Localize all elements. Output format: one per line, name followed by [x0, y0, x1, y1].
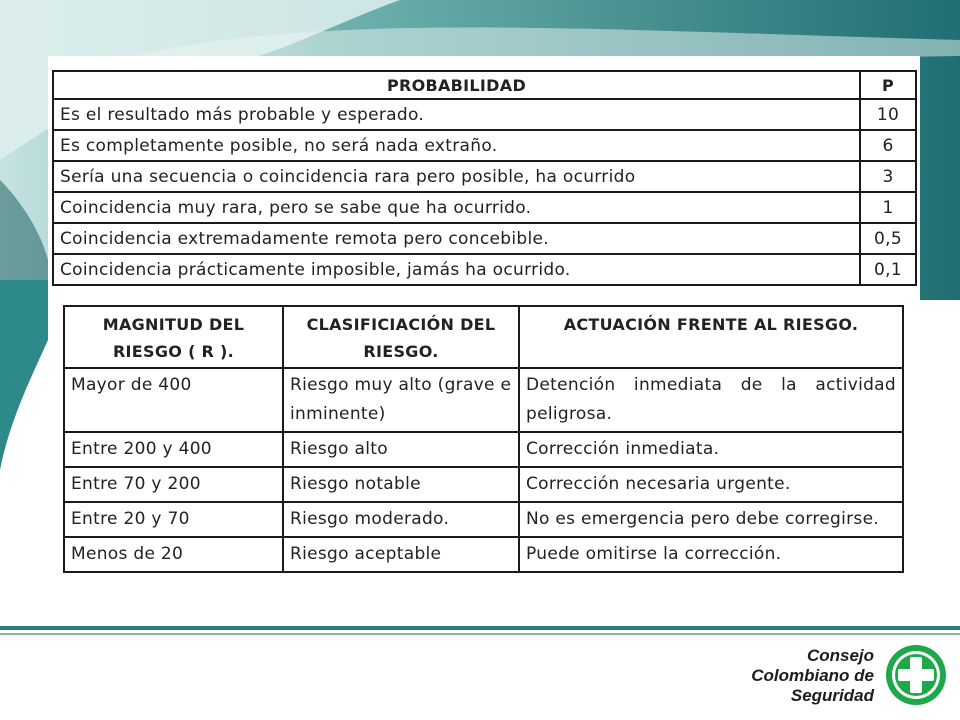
table-row	[53, 192, 916, 223]
probability-description: Es completamente posible, no será nada extraño.	[53, 130, 860, 161]
footer-divider	[0, 626, 960, 638]
column-header-clasificacion: CLASIFICIACIÓN DEL RIESGO.	[283, 306, 519, 368]
risk-magnitude: Menos de 20	[64, 537, 283, 572]
table-row	[53, 161, 916, 192]
logo-line: Seguridad	[790, 686, 874, 705]
risk-action: Corrección inmediata.	[519, 432, 903, 467]
probability-description: Coincidencia extremadamente remota pero concebible.	[53, 223, 860, 254]
probability-value: 1	[860, 192, 916, 223]
risk-magnitude: Entre 200 y 400	[64, 432, 283, 467]
risk-magnitude: Entre 20 y 70	[64, 502, 283, 537]
probability-description: Coincidencia prácticamente imposible, jamás ha ocurrido.	[53, 254, 860, 285]
column-header-p: P	[860, 71, 916, 99]
risk-classification: Riesgo moderado.	[283, 502, 519, 537]
risk-action: Corrección necesaria urgente.	[519, 467, 903, 502]
probability-value: 0,5	[860, 223, 916, 254]
probability-table	[52, 70, 917, 286]
risk-action: Puede omitirse la corrección.	[519, 537, 903, 572]
table-row	[64, 467, 903, 502]
column-header-magnitud: MAGNITUD DEL RIESGO ( R ).	[64, 306, 283, 368]
probability-value: 10	[860, 99, 916, 130]
green-cross-logo-icon	[884, 643, 948, 707]
probability-description: Es el resultado más probable y esperado.	[53, 99, 860, 130]
logo-line: Consejo	[806, 646, 874, 665]
probability-description: Sería una secuencia o coincidencia rara pero posible, ha ocurrido	[53, 161, 860, 192]
table-row	[64, 537, 903, 572]
table-row	[64, 432, 903, 467]
table-row	[53, 99, 916, 130]
table-header-row	[53, 71, 916, 99]
risk-classification: Riesgo notable	[283, 467, 519, 502]
table-row	[53, 223, 916, 254]
table-row	[64, 502, 903, 537]
risk-classification: Riesgo aceptable	[283, 537, 519, 572]
risk-classification: Riesgo alto	[283, 432, 519, 467]
table-row	[64, 368, 903, 432]
logo-line: Colombiano de	[751, 666, 874, 685]
risk-magnitude: Mayor de 400	[64, 368, 283, 432]
risk-action: Detención inmediata de la actividad peligrosa.	[519, 368, 903, 432]
table-row	[53, 254, 916, 285]
risk-magnitude: Entre 70 y 200	[64, 467, 283, 502]
risk-table	[63, 305, 904, 573]
table-row	[53, 130, 916, 161]
column-header-actuacion: ACTUACIÓN FRENTE AL RIESGO.	[519, 306, 903, 368]
probability-value: 6	[860, 130, 916, 161]
risk-action: No es emergencia pero debe corregirse.	[519, 502, 903, 537]
left-wave-decoration	[0, 280, 48, 480]
probability-value: 0,1	[860, 254, 916, 285]
logo-wordmark	[740, 646, 874, 706]
probability-description: Coincidencia muy rara, pero se sabe que ha ocurrido.	[53, 192, 860, 223]
probability-value: 3	[860, 161, 916, 192]
risk-classification: Riesgo muy alto (grave e inminente)	[283, 368, 519, 432]
table-header-row	[64, 306, 903, 368]
column-header-probabilidad: PROBABILIDAD	[53, 71, 860, 99]
